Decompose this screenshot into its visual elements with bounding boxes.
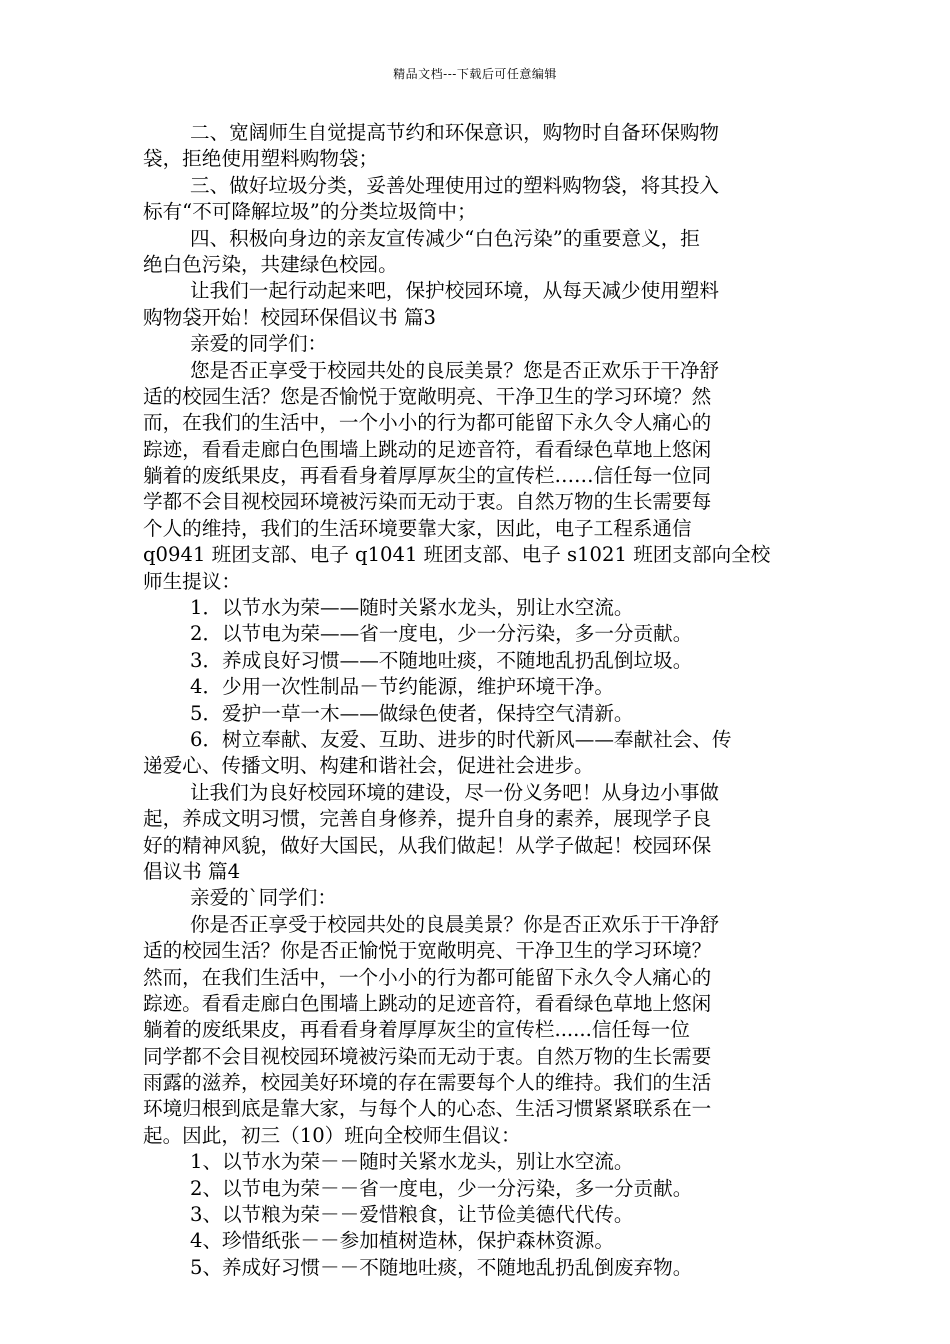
- text-line: 同学都不会目视校园环境被污染而无动于衷。自然万物的生长需要: [143, 1044, 712, 1068]
- text-line: 袋，拒绝使用塑料购物袋；: [143, 147, 379, 171]
- text-line: 你是否正享受于校园共处的良晨美景？你是否正欢乐于干净舒: [190, 912, 720, 936]
- text-line: 好的精神风貌，做好大国民，从我们做起！从学子做起！校园环保: [143, 833, 712, 857]
- text-line: 然而，在我们生活中，一个小小的行为都可能留下永久令人痛心的: [143, 965, 712, 989]
- text-line: 购物袋开始！校园环保倡议书 篇3: [143, 305, 437, 329]
- text-line: 躺着的废纸果皮，再看看身着厚厚灰尘的宣传栏……信任每一位同: [143, 464, 712, 488]
- text-line: 2．以节电为荣——省一度电，少一分污染，多一分贡献。: [190, 622, 693, 646]
- text-line: 您是否正享受于校园共处的良辰美景？您是否正欢乐于干净舒: [190, 358, 720, 382]
- text-line: 雨露的滋养，校园美好环境的存在需要每个人的维持。我们的生活: [143, 1071, 712, 1095]
- text-line: 5．爱护一草一木——做绿色使者，保持空气清新。: [190, 701, 634, 725]
- text-line: 2、以节电为荣－－省一度电，少一分污染，多一分贡献。: [190, 1176, 693, 1200]
- text-line: 适的校园生活？你是否正愉悦于宽敞明亮、干净卫生的学习环境？: [143, 939, 712, 963]
- text-line: 3、以节粮为荣－－爱惜粮食，让节俭美德代代传。: [190, 1203, 634, 1227]
- text-line: 踪迹，看看走廊白色围墙上跳动的足迹音符，看看绿色草地上悠闲: [143, 437, 712, 461]
- text-line: 4．少用一次性制品－节约能源，维护环境干净。: [190, 675, 614, 699]
- text-line: 踪迹。看看走廊白色围墙上跳动的足迹音符，看看绿色草地上悠闲: [143, 991, 712, 1015]
- text-line: 1、以节水为荣－－随时关紧水龙头，别让水空流。: [190, 1150, 634, 1174]
- text-line: 躺着的废纸果皮，再看看身着厚厚灰尘的宣传栏......信任每一位: [143, 1018, 690, 1042]
- text-line: 亲爱的`同学们：: [190, 886, 337, 910]
- text-line: 适的校园生活？您是否愉悦于宽敞明亮、干净卫生的学习环境？然: [143, 384, 712, 408]
- text-line: 1．以节水为荣——随时关紧水龙头，别让水空流。: [190, 596, 634, 620]
- text-line: 三、做好垃圾分类，妥善处理使用过的塑料购物袋，将其投入: [190, 173, 720, 197]
- text-line: 4、珍惜纸张－－参加植树造林，保护森林资源。: [190, 1229, 614, 1253]
- text-line: 标有“不可降解垃圾”的分类垃圾筒中；: [143, 200, 477, 224]
- text-line: 递爱心、传播文明、构建和谐社会，促进社会进步。: [143, 754, 594, 778]
- text-line: 3．养成良好习惯——不随地吐痰，不随地乱扔乱倒垃圾。: [190, 648, 693, 672]
- text-line: 亲爱的同学们：: [190, 332, 328, 356]
- text-line: 让我们为良好校园环境的建设，尽一份义务吧！从身边小事做: [190, 780, 720, 804]
- text-line: 绝白色污染，共建绿色校园。: [143, 252, 398, 276]
- text-line: 倡议书 篇4: [143, 859, 241, 883]
- text-line: 师生提议：: [143, 569, 241, 593]
- text-line: q0941 班团支部、电子 q1041 班团支部、电子 s1021 班团支部向全校: [143, 543, 771, 567]
- page-header: 精品文档---下载后可任意编辑: [393, 67, 557, 81]
- text-line: 四、积极向身边的亲友宣传减少“白色污染”的重要意义，拒: [190, 226, 700, 250]
- text-line: 个人的维持，我们的生活环境要靠大家，因此，电子工程系通信: [143, 516, 692, 540]
- text-line: 环境归根到底是靠大家，与每个人的心态、生活习惯紧紧联系在一: [143, 1097, 712, 1121]
- text-line: 5、养成好习惯－－不随地吐痰，不随地乱扔乱倒废弃物。: [190, 1255, 693, 1279]
- text-line: 学都不会目视校园环境被污染而无动于衷。自然万物的生长需要每: [143, 490, 712, 514]
- text-line: 二、宽阔师生自觉提高节约和环保意识，购物时自备环保购物: [190, 121, 720, 144]
- text-line: 6．树立奉献、友爱、互助、进步的时代新风——奉献社会、传: [190, 727, 732, 751]
- text-line: 起。因此，初三（10）班向全校师生倡议：: [143, 1123, 521, 1147]
- text-line: 而，在我们的生活中，一个小小的行为都可能留下永久令人痛心的: [143, 411, 712, 435]
- text-line: 让我们一起行动起来吧，保护校园环境，从每天减少使用塑料: [190, 279, 720, 303]
- document-body: [143, 120, 809, 1281]
- text-line: 起，养成文明习惯，完善自身修养，提升自身的素养，展现学子良: [143, 807, 712, 831]
